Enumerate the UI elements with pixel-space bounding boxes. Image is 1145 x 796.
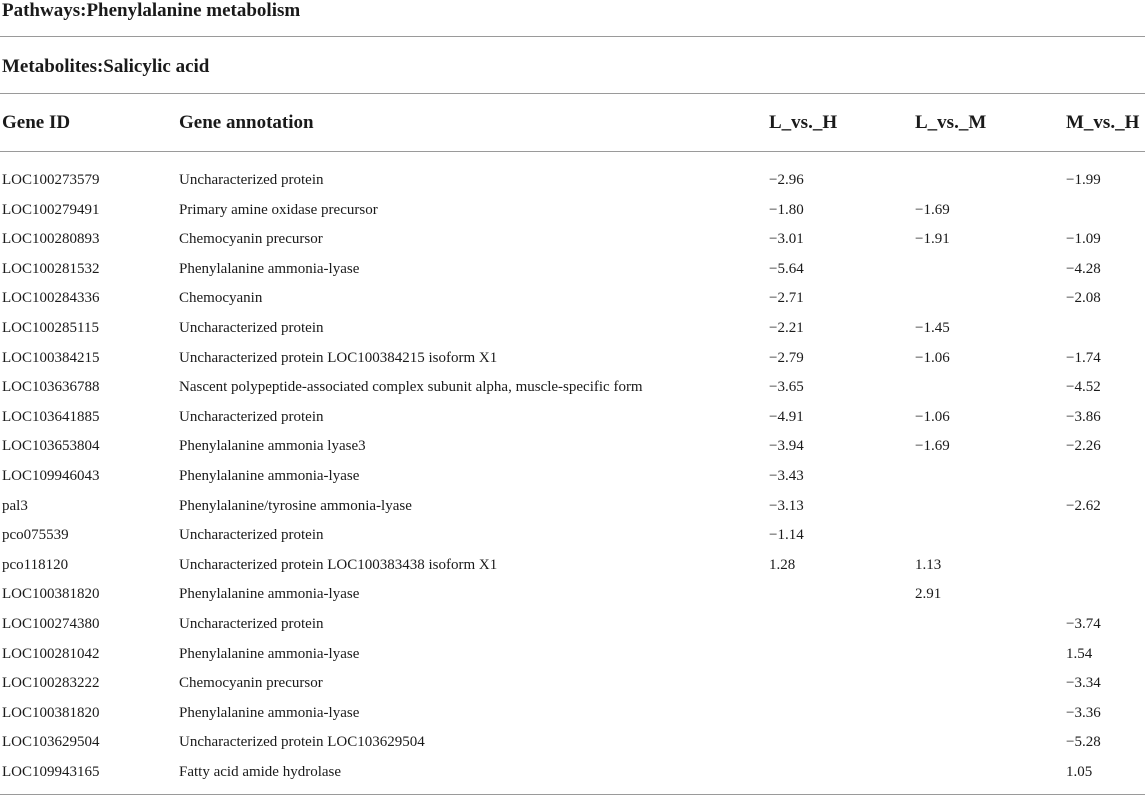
m-vs-h-cell: −5.28 [1066, 734, 1101, 751]
table-row [0, 645, 1145, 675]
m-vs-h-cell: −3.34 [1066, 675, 1101, 692]
gene-id-cell: pco075539 [2, 527, 69, 544]
l-vs-h-cell: −2.71 [769, 290, 804, 307]
gene-annotation-cell: Uncharacterized protein [179, 172, 324, 188]
gene-annotation-cell: Uncharacterized protein [179, 616, 324, 632]
column-header-gene-id: Gene ID [2, 112, 71, 133]
m-vs-h-cell: −1.99 [1066, 172, 1101, 188]
gene-annotation-cell: Fatty acid amide hydrolase [179, 764, 342, 780]
column-header-gene-annotation: Gene annotation [179, 112, 314, 133]
l-vs-h-cell: −1.80 [769, 201, 804, 218]
gene-id-cell: pal3 [2, 497, 28, 514]
table-row [0, 408, 1145, 438]
l-vs-h-cell: −2.21 [769, 320, 804, 336]
gene-annotation-cell: Chemocyanin precursor [179, 231, 323, 248]
gene-id-cell: LOC100381820 [2, 586, 100, 603]
gene-id-cell: LOC100274380 [2, 616, 100, 632]
gene-id-cell: LOC109943165 [2, 764, 100, 780]
gene-annotation-cell: Phenylalanine ammonia-lyase [179, 586, 360, 603]
table-row [0, 437, 1145, 467]
l-vs-h-cell: −3.94 [769, 438, 804, 455]
table-row [0, 378, 1145, 408]
table-row [0, 763, 1145, 793]
m-vs-h-cell: −1.74 [1066, 349, 1101, 366]
divider [0, 93, 1145, 94]
l-vs-h-cell: −2.96 [769, 172, 804, 188]
table-row [0, 319, 1145, 349]
l-vs-h-cell: −1.14 [769, 527, 804, 544]
gene-id-cell: LOC100279491 [2, 201, 100, 218]
l-vs-h-cell: −3.65 [769, 379, 804, 396]
table-row [0, 171, 1145, 201]
l-vs-h-cell: −2.79 [769, 349, 804, 366]
gene-annotation-cell: Phenylalanine ammonia lyase3 [179, 438, 366, 455]
table-row [0, 497, 1145, 527]
gene-annotation-cell: Phenylalanine ammonia-lyase [179, 704, 360, 721]
l-vs-m-cell: −1.45 [915, 320, 950, 336]
table-row [0, 289, 1145, 319]
table-row [0, 201, 1145, 231]
gene-annotation-cell: Uncharacterized protein [179, 527, 324, 544]
m-vs-h-cell: −2.26 [1066, 438, 1101, 455]
m-vs-h-cell: −1.09 [1066, 231, 1101, 248]
gene-annotation-cell: Phenylalanine ammonia-lyase [179, 468, 360, 484]
table-row [0, 230, 1145, 260]
gene-id-cell: LOC100281532 [2, 260, 100, 277]
gene-annotation-cell: Chemocyanin [179, 290, 263, 307]
gene-annotation-cell: Nascent polypeptide-associated complex subunit alpha, muscle-specific form [179, 379, 643, 396]
gene-id-cell: LOC103636788 [2, 379, 100, 396]
gene-annotation-cell: Phenylalanine ammonia-lyase [179, 645, 360, 662]
table-row [0, 674, 1145, 704]
m-vs-h-cell: 1.54 [1066, 645, 1093, 662]
l-vs-m-cell: 1.13 [915, 556, 942, 573]
l-vs-h-cell: −3.01 [769, 231, 804, 248]
l-vs-m-cell: −1.69 [915, 438, 950, 455]
table-row [0, 556, 1145, 586]
m-vs-h-cell: 1.05 [1066, 764, 1093, 780]
l-vs-m-cell: −1.91 [915, 231, 950, 248]
gene-annotation-cell: Uncharacterized protein [179, 320, 324, 336]
l-vs-h-cell: 1.28 [769, 556, 796, 573]
table-row [0, 704, 1145, 734]
gene-id-cell: LOC103653804 [2, 438, 100, 455]
gene-id-cell: LOC100273579 [2, 172, 100, 188]
gene-annotation-cell: Chemocyanin precursor [179, 675, 323, 692]
table-row [0, 467, 1145, 497]
l-vs-h-cell: −4.91 [769, 408, 804, 425]
m-vs-h-cell: −3.74 [1066, 616, 1101, 632]
l-vs-h-cell: −5.64 [769, 260, 804, 277]
m-vs-h-cell: −2.08 [1066, 290, 1101, 307]
l-vs-m-cell: −1.06 [915, 349, 950, 366]
gene-id-cell: LOC100280893 [2, 231, 100, 248]
gene-annotation-cell: Phenylalanine ammonia-lyase [179, 260, 360, 277]
gene-annotation-cell: Uncharacterized protein [179, 408, 324, 425]
l-vs-m-cell: −1.69 [915, 201, 950, 218]
gene-annotation-cell: Uncharacterized protein LOC103629504 [179, 734, 425, 751]
gene-id-cell: LOC100283222 [2, 675, 100, 692]
metabolite-title: Metabolites:Salicylic acid [2, 56, 210, 77]
column-header-m-vs-h: M_vs._H [1066, 112, 1140, 133]
column-header-l-vs-h: L_vs._H [769, 112, 838, 133]
gene-id-cell: LOC103629504 [2, 734, 100, 751]
gene-id-cell: LOC100284336 [2, 290, 100, 307]
gene-annotation-cell: Phenylalanine/tyrosine ammonia-lyase [179, 497, 412, 514]
l-vs-h-cell: −3.13 [769, 497, 804, 514]
table-row [0, 585, 1145, 615]
m-vs-h-cell: −4.28 [1066, 260, 1101, 277]
table-row [0, 526, 1145, 556]
gene-annotation-cell: Uncharacterized protein LOC100383438 isoform X1 [179, 556, 498, 573]
l-vs-m-cell: 2.91 [915, 586, 942, 603]
table-row [0, 733, 1145, 763]
m-vs-h-cell: −3.86 [1066, 408, 1101, 425]
table-row [0, 615, 1145, 645]
gene-id-cell: LOC100384215 [2, 349, 100, 366]
l-vs-h-cell: −3.43 [769, 468, 804, 484]
gene-id-cell: pco118120 [2, 556, 69, 573]
gene-id-cell: LOC103641885 [2, 408, 100, 425]
m-vs-h-cell: −4.52 [1066, 379, 1101, 396]
table-row [0, 260, 1145, 290]
gene-annotation-cell: Primary amine oxidase precursor [179, 201, 378, 218]
l-vs-m-cell: −1.06 [915, 408, 950, 425]
gene-annotation-cell: Uncharacterized protein LOC100384215 isoform X1 [179, 349, 498, 366]
gene-id-cell: LOC100285115 [2, 320, 99, 336]
column-header-l-vs-m: L_vs._M [915, 112, 987, 133]
divider [0, 794, 1145, 795]
gene-id-cell: LOC100281042 [2, 645, 100, 662]
divider [0, 151, 1145, 152]
m-vs-h-cell: −2.62 [1066, 497, 1101, 514]
m-vs-h-cell: −3.36 [1066, 704, 1101, 721]
divider [0, 36, 1145, 37]
table-row [0, 349, 1145, 379]
gene-id-cell: LOC100381820 [2, 704, 100, 721]
pathway-title: Pathways:Phenylalanine metabolism [2, 0, 301, 21]
gene-id-cell: LOC109946043 [2, 468, 100, 484]
